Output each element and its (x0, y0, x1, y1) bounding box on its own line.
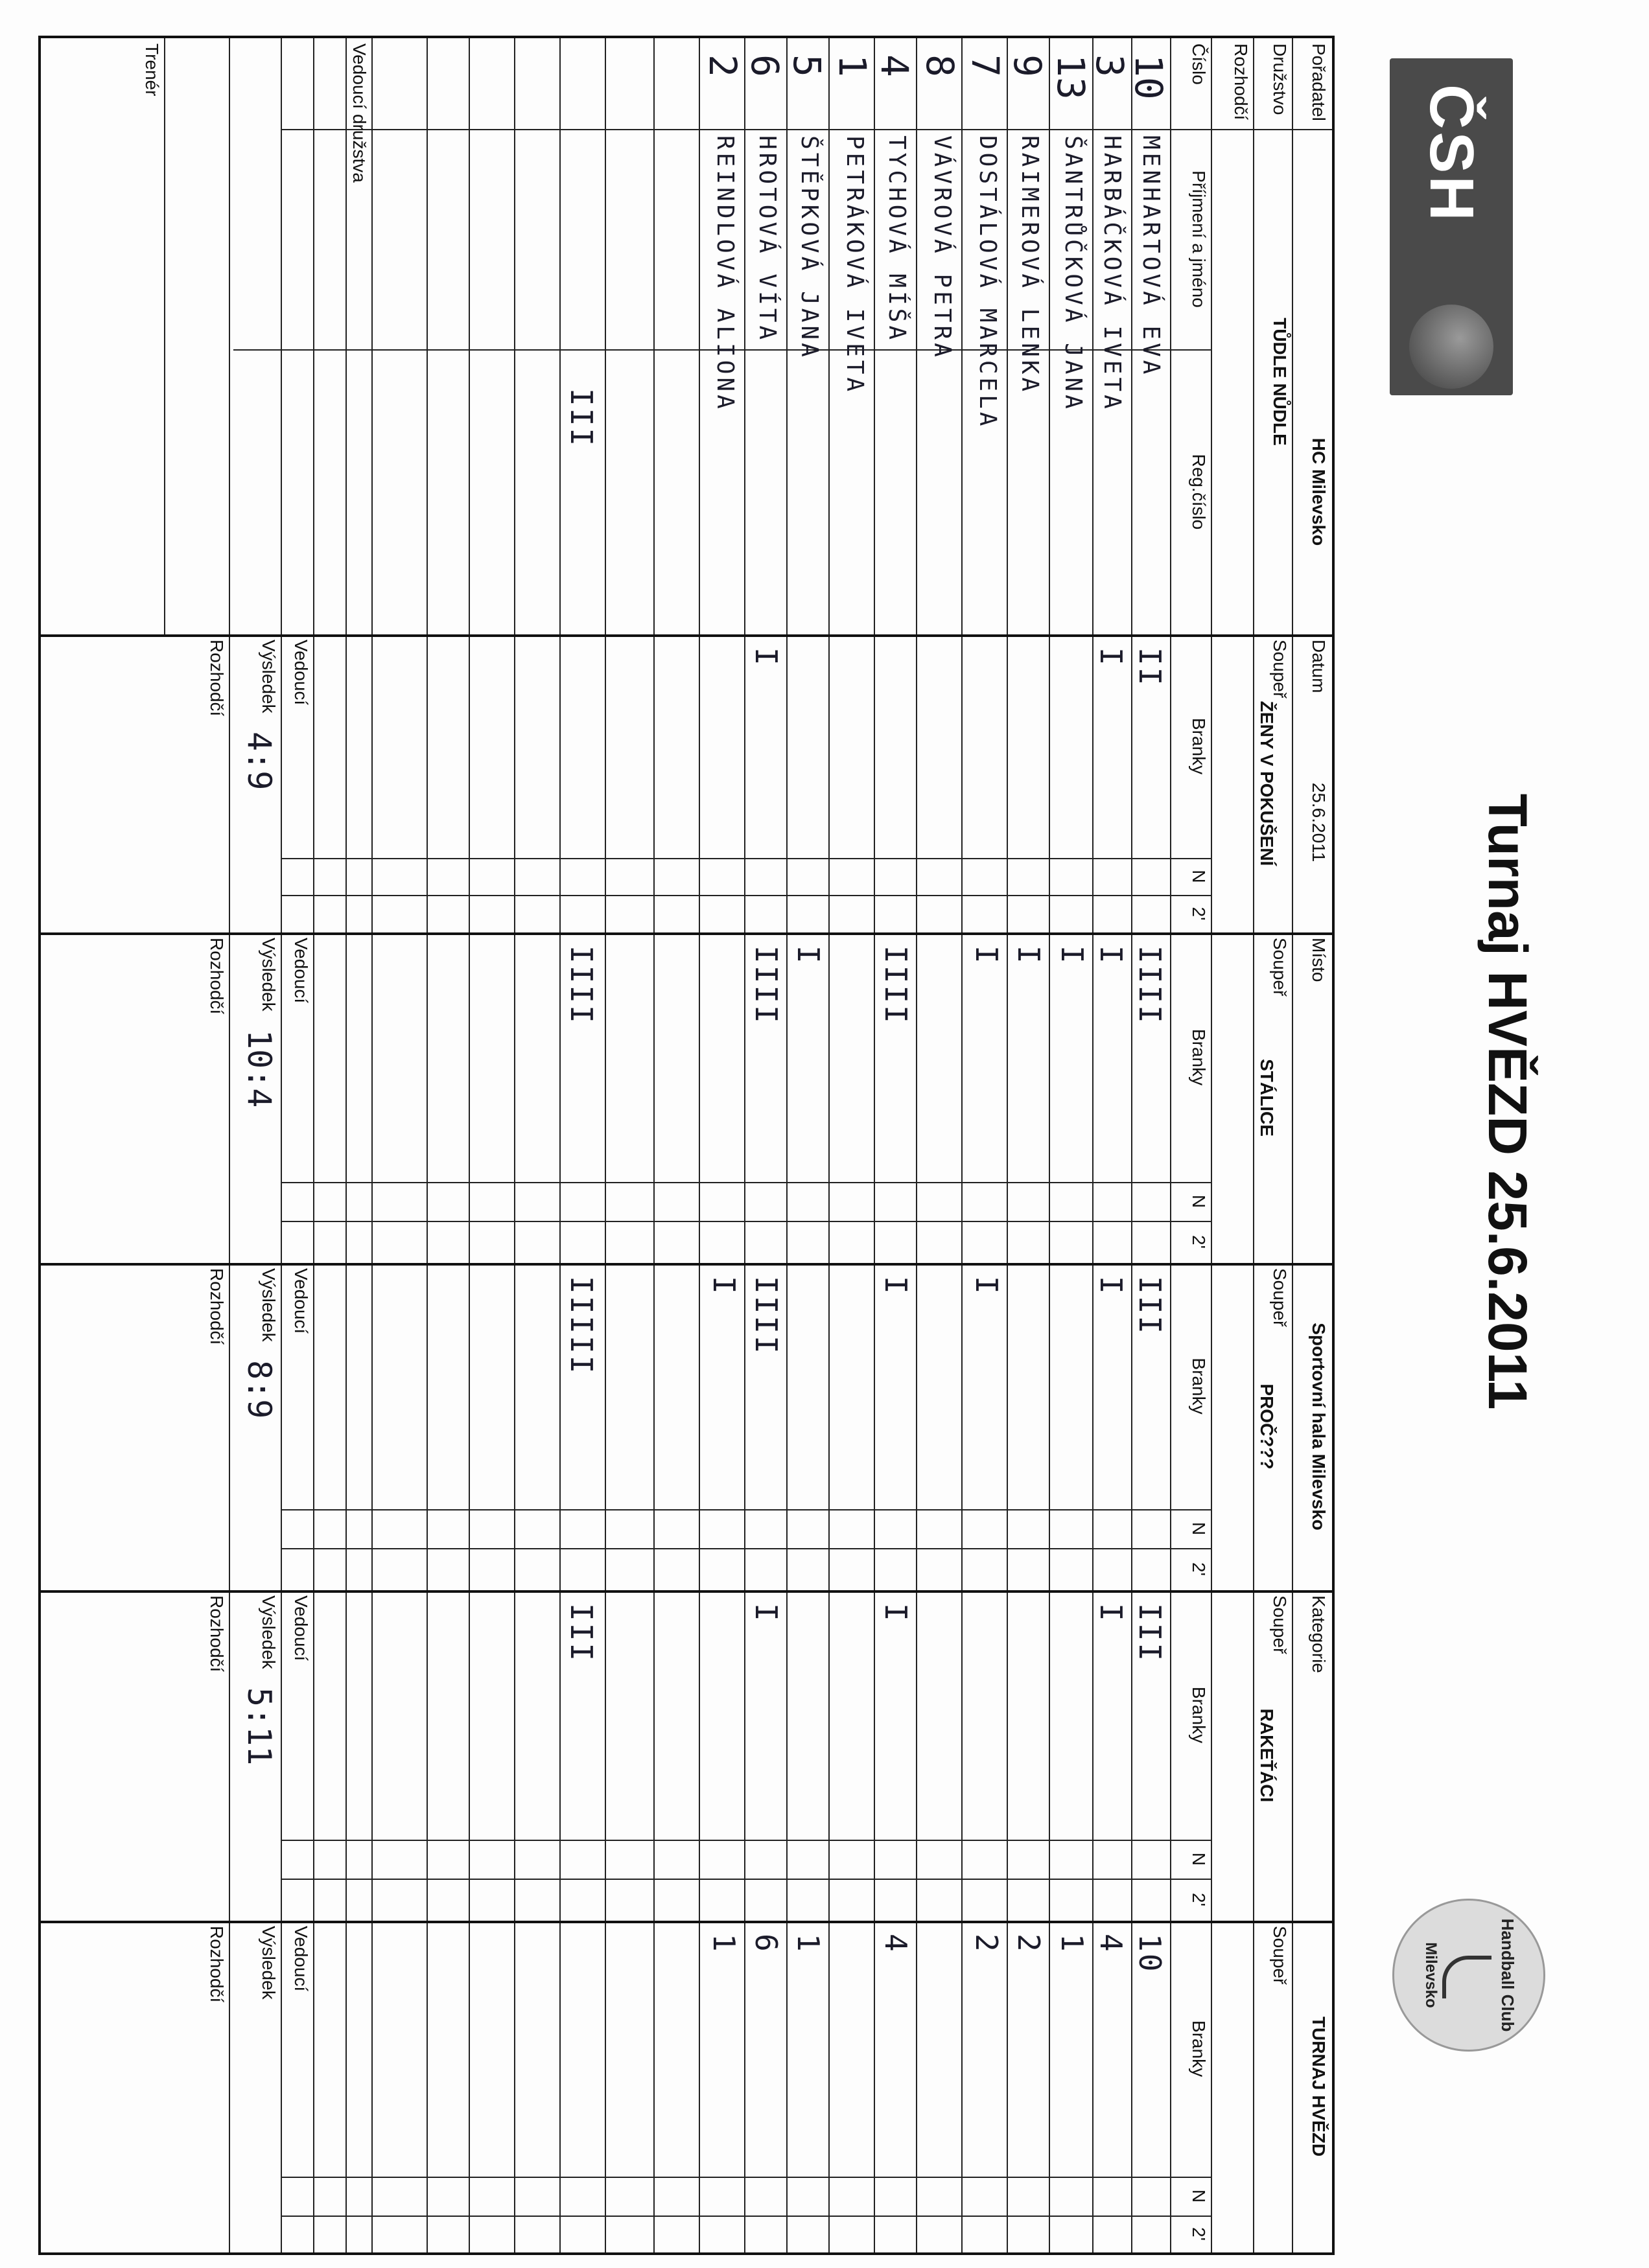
goal-tally: IIII (749, 1276, 784, 1356)
goal-tally: IIIII (564, 1276, 599, 1376)
vysledek-label: Výsledek (259, 1268, 279, 1342)
rozhodci-label: Rozhodčí (1231, 43, 1251, 121)
player-number: 10 (1127, 54, 1171, 100)
player-name: ŠANTRŮČKOVÁ JANA (1060, 135, 1086, 412)
player-figure-icon (1442, 1956, 1491, 1998)
goal-tally: 1 (707, 1934, 742, 1954)
goal-tally: I (1055, 945, 1090, 966)
goal-tally: IIII (749, 945, 784, 1025)
match-table (38, 36, 1335, 2255)
col-branky: Branky (1189, 1686, 1209, 1744)
player-number: 4 (872, 54, 917, 77)
col-jmeno: Příjmení a jméno (1189, 170, 1209, 308)
col-2min: 2' (1189, 1562, 1209, 1576)
goal-tally: I (749, 647, 784, 667)
datum-value: 25.6.2011 (1309, 782, 1329, 862)
player-name: REINDLOVÁ ALIONA (712, 135, 738, 412)
trener-label: Trenér (142, 43, 162, 97)
player-number: 2 (701, 54, 745, 77)
player-number: 8 (918, 54, 962, 77)
rozhodci-sign-label: Rozhodčí (207, 640, 227, 717)
column-line (282, 1840, 1212, 1841)
rozhodci-sign-label: Rozhodčí (207, 1595, 227, 1672)
souper-name: STÁLICE (1257, 1059, 1277, 1137)
kategorie-label: Kategorie (1309, 1595, 1329, 1673)
vysledek-label: Výsledek (259, 938, 279, 1012)
goal-tally: II (1132, 647, 1167, 688)
match-score: 5:11 (240, 1687, 278, 1766)
datum-label: Datum (1309, 640, 1329, 693)
block-divider (41, 1590, 1332, 1593)
col-n: N (1189, 1194, 1209, 1209)
rozhodci-sign-label: Rozhodčí (207, 938, 227, 1015)
vedouci-label: Vedoucí (291, 1595, 311, 1661)
match-score: 10:4 (240, 1030, 278, 1108)
col-2min: 2' (1189, 907, 1209, 921)
vedouci-label: Vedoucí (291, 1926, 311, 1992)
player-name: VÁVROVÁ PETRA (929, 135, 955, 360)
goal-tally: 10 (1132, 1934, 1167, 1974)
column-line (282, 895, 1212, 896)
player-name: RAIMEROVÁ LENKA (1016, 135, 1043, 395)
misto-value: Sportovní hala Milevsko (1309, 1323, 1329, 1531)
player-name: ŠTĚPKOVÁ JANA (796, 135, 823, 360)
soupere-label: Soupeř (1270, 1926, 1290, 1985)
goal-tally: I (749, 1603, 784, 1623)
player-number: 9 (1005, 54, 1049, 77)
goal-tally: I (1011, 945, 1046, 966)
soupere-label: Soupeř (1270, 1595, 1290, 1654)
goal-tally: I (1093, 1603, 1129, 1623)
player-name: HROTOVÁ VÍTA (754, 135, 780, 343)
club-logo-text-bottom: Milevsko (1422, 1942, 1440, 2008)
col-n: N (1189, 1522, 1209, 1536)
col-2min: 2' (1189, 1235, 1209, 1249)
column-line (282, 858, 1212, 859)
player-number: 5 (785, 54, 829, 77)
vysledek-label: Výsledek (259, 1595, 279, 1669)
match-score: 4:9 (240, 732, 278, 791)
druzstvo-label: Družstvo (1270, 43, 1290, 115)
column-line (282, 1221, 1212, 1222)
handball-icon (1409, 305, 1493, 389)
poradatel-label: Pořadatel (1309, 43, 1329, 121)
goal-tally: 4 (1093, 1934, 1129, 1954)
souper-name: ŽENY V POKUŠENÍ (1257, 700, 1277, 866)
vedouci-label: Vedoucí (291, 1268, 311, 1334)
goal-tally: I (969, 945, 1004, 966)
rozhodci-sign-label: Rozhodčí (207, 1268, 227, 1345)
block-divider (41, 1263, 1332, 1266)
col-n: N (1189, 2189, 1209, 2203)
goal-tally: IIII (1132, 945, 1167, 1025)
goal-tally: 2 (1011, 1934, 1046, 1954)
vysledek-label: Výsledek (259, 1926, 279, 2000)
vedouci-label: Vedoucí (291, 640, 311, 706)
player-number: 1 (830, 54, 874, 77)
druzstvo-value: TŮDLE NŮDLE (1270, 318, 1290, 446)
match-score: 8:9 (240, 1360, 278, 1419)
vysledek-label: Výsledek (259, 640, 279, 713)
souper-name: RAKEŤÁCI (1257, 1708, 1277, 1803)
block-divider (41, 1921, 1332, 1923)
goal-tally: 4 (878, 1934, 913, 1954)
goal-tally: I (707, 1276, 742, 1296)
goal-tally: 1 (791, 1934, 826, 1954)
goal-tally: I (878, 1603, 913, 1623)
column-line (233, 349, 428, 351)
block-divider (41, 932, 1332, 935)
player-number: 6 (743, 54, 787, 77)
col-branky: Branky (1189, 2020, 1209, 2077)
col-cislo: Číslo (1189, 43, 1209, 85)
goal-tally: I (1093, 647, 1129, 667)
vedouci-druzstva-label: Vedoucí družstva (349, 43, 369, 183)
club-logo-text-top: Handball Club (1498, 1918, 1517, 2032)
col-branky: Branky (1189, 1358, 1209, 1415)
player-name: DOSTÁLOVÁ MARCELA (974, 135, 1001, 430)
goal-tally: 6 (749, 1934, 784, 1954)
goal-tally: I (969, 1276, 1004, 1296)
goal-tally: 2 (969, 1934, 1004, 1954)
soupere-label: Soupeř (1270, 938, 1290, 997)
player-name: HARBÁČKOVÁ IVETA (1099, 135, 1125, 412)
goal-tally: III (1132, 1603, 1167, 1663)
csh-logo (1390, 58, 1513, 395)
goal-tally: 1 (1055, 1934, 1090, 1954)
column-line (282, 1879, 1212, 1880)
block-divider (41, 634, 1332, 637)
kategorie-value: TURNAJ HVĚZD (1309, 2016, 1329, 2157)
misto-label: Místo (1309, 938, 1329, 982)
poradatel-value: HC Milevsko (1309, 437, 1329, 546)
col-2min: 2' (1189, 2227, 1209, 2241)
column-line (282, 1548, 1212, 1549)
club-logo (1392, 1899, 1545, 2052)
player-name: MENHARTOVÁ EVA (1138, 135, 1164, 378)
rozhodci-sign-label: Rozhodčí (207, 1926, 227, 2003)
col-branky: Branky (1189, 1028, 1209, 1086)
column-line (282, 2177, 1212, 2178)
col-branky: Branky (1189, 717, 1209, 775)
souper-name: PROČ??? (1257, 1383, 1277, 1470)
col-n: N (1189, 1852, 1209, 1866)
goal-tally: IIII (878, 945, 913, 1025)
csh-logo-text: ČSH (1417, 84, 1486, 224)
player-number: 3 (1088, 54, 1132, 77)
soupere-label: Soupeř (1270, 1268, 1290, 1327)
goal-tally: III (564, 1603, 599, 1663)
player-name: TYCHOVÁ MÍŠA (883, 135, 910, 343)
goal-tally: I (1093, 945, 1129, 966)
soupere-label: Soupeř (1270, 640, 1290, 699)
column-line (282, 1182, 1212, 1183)
col-n: N (1189, 870, 1209, 883)
team-tally-label: III (564, 388, 599, 448)
goal-tally: III (1132, 1276, 1167, 1336)
souper-name (1241, 1921, 1280, 2252)
page-title: Turnaj HVĚZD 25.6.2011 (1477, 793, 1538, 1410)
column-line (282, 1509, 1212, 1510)
goal-tally: IIII (564, 945, 599, 1025)
player-name: PETRÁKOVÁ IVETA (841, 135, 868, 395)
column-line (282, 2216, 1212, 2217)
goal-tally: I (878, 1276, 913, 1296)
vedouci-label: Vedoucí (291, 938, 311, 1004)
col-reg: Reg.číslo (1189, 454, 1209, 530)
goal-tally: I (1093, 1276, 1129, 1296)
player-number: 13 (1049, 54, 1093, 100)
goal-tally: I (791, 945, 826, 966)
col-2min: 2' (1189, 1893, 1209, 1906)
player-number: 7 (963, 54, 1007, 77)
table-row-line (229, 38, 230, 634)
